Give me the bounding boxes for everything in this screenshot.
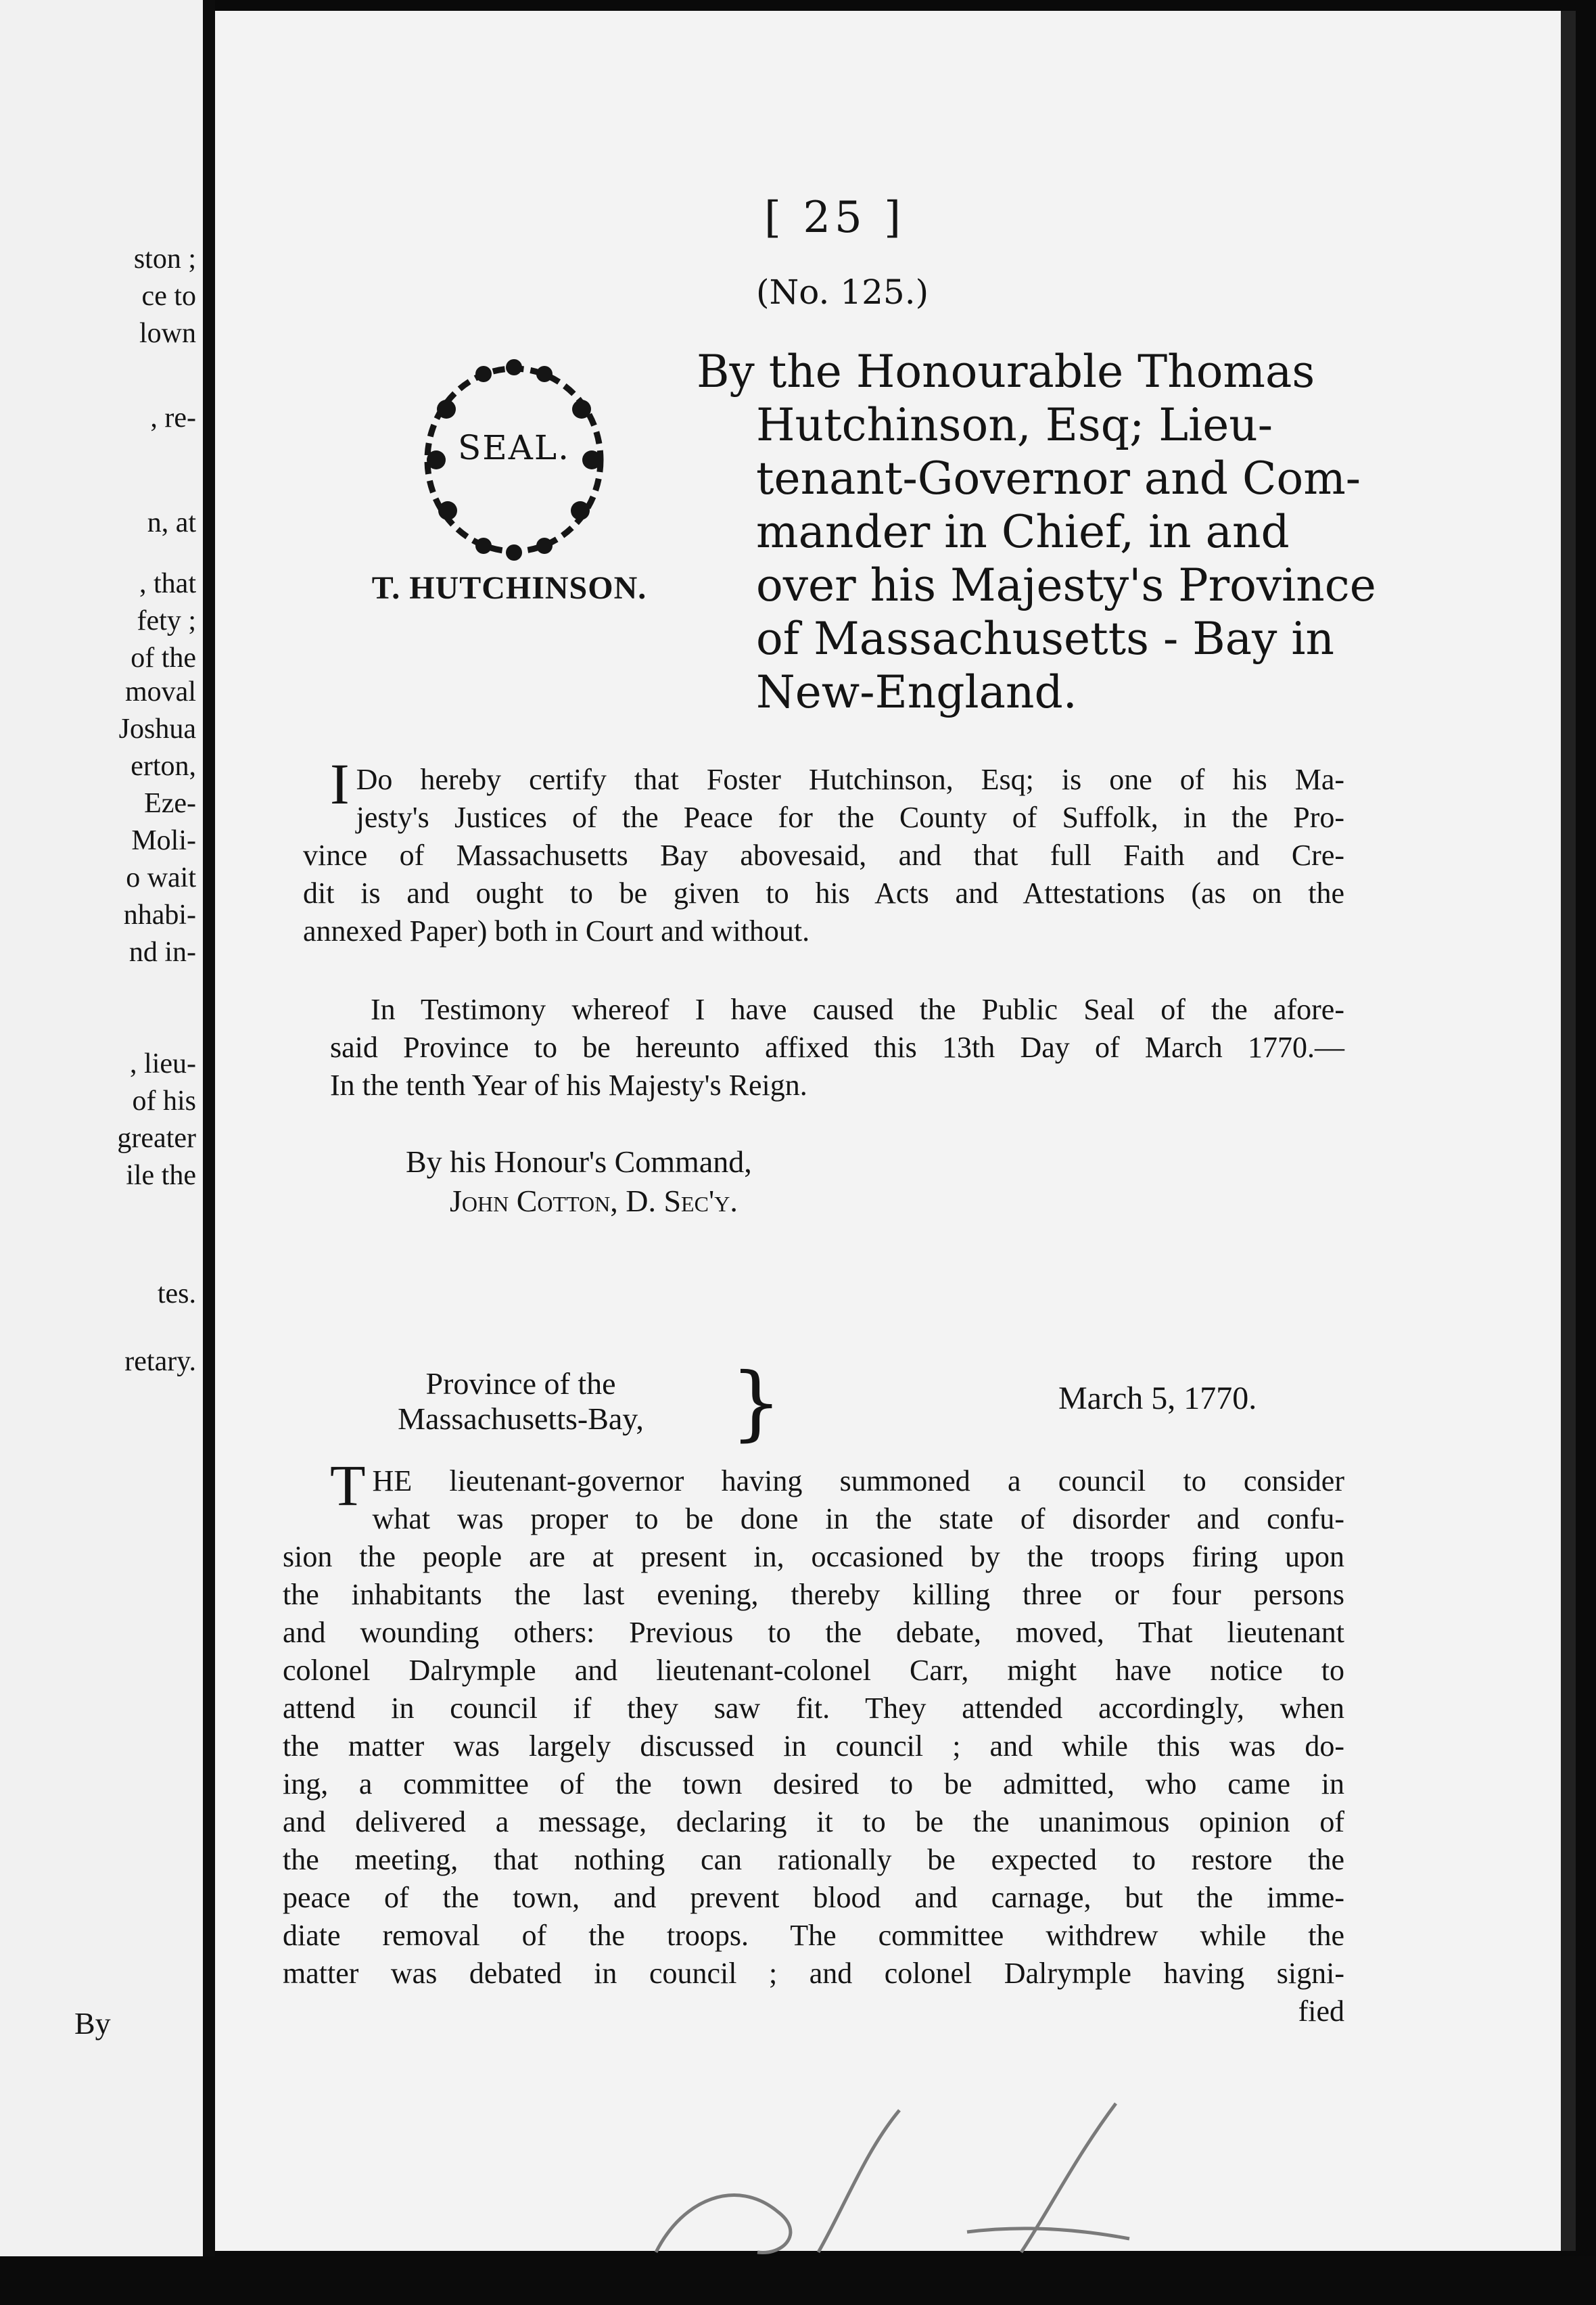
text-line: annexed Paper) both in Court and without. bbox=[303, 914, 810, 948]
proclamation-title bbox=[697, 345, 1376, 719]
facing-page-fragment: erton, bbox=[131, 751, 196, 782]
document-number: (No. 125.) bbox=[756, 273, 929, 312]
facing-page-fragment: , that bbox=[139, 568, 196, 599]
facing-page-fragment: , lieu- bbox=[130, 1048, 196, 1079]
text-line: In Testimony whereof I have caused the Public Seal of the afore- bbox=[371, 993, 1344, 1026]
text-line: attend in council if they saw fit. They attended accordingly, when bbox=[283, 1692, 1344, 1725]
text-line: vince of Massachusetts Bay abovesaid, and that full Faith and Cre- bbox=[303, 839, 1344, 872]
text-line: the meeting, that nothing can rationally be expected to restore the bbox=[283, 1843, 1344, 1876]
province-line: Massachusetts-Bay, bbox=[398, 1401, 644, 1436]
facing-page-fragment: of his bbox=[132, 1086, 196, 1117]
title-line: over his Majesty's Province bbox=[756, 559, 1376, 611]
facing-page-fragment: fety ; bbox=[137, 605, 196, 636]
facing-page-fragment: lown bbox=[139, 318, 196, 349]
text-line: dit is and ought to be given to his Acts and Attestations (as on the bbox=[303, 877, 1344, 910]
facing-page-fragment: nd in- bbox=[128, 937, 196, 968]
province-heading bbox=[379, 1366, 663, 1437]
facing-page-fragment: greater bbox=[117, 1123, 196, 1154]
title-line: By the Honourable Thomas bbox=[697, 346, 1315, 398]
facing-page-fragment: ston ; bbox=[133, 243, 196, 275]
command-line: By his Honour's Command, bbox=[406, 1144, 752, 1179]
minutes-date: March 5, 1770. bbox=[1058, 1380, 1257, 1416]
brace-icon: } bbox=[730, 1356, 782, 1450]
handwritten-mark bbox=[642, 2097, 1285, 2259]
page-number: [ 25 ] bbox=[764, 193, 906, 243]
seal-signature: T. HUTCHINSON. bbox=[371, 570, 647, 606]
text-line: sion the people are at present in, occasioned by the troops firing upon bbox=[283, 1540, 1344, 1573]
text-line: diate removal of the troops. The committee withdrew while the bbox=[283, 1919, 1344, 1952]
facing-page-fragment: moval bbox=[125, 676, 196, 707]
testimony-paragraph bbox=[330, 991, 1344, 1104]
facing-page bbox=[0, 0, 212, 2259]
book-gutter bbox=[203, 0, 215, 2305]
text-line: peace of the town, and prevent blood and carnage, but the imme- bbox=[283, 1881, 1344, 1914]
seal-label: SEAL. bbox=[458, 428, 570, 467]
text-line: Do hereby certify that Foster Hutchinson, Esq; is one of his Ma- bbox=[356, 763, 1344, 796]
facing-page-fragment: retary. bbox=[124, 1346, 196, 1377]
text-line: what was proper to be done in the state of disorder and confu- bbox=[372, 1502, 1344, 1535]
drop-cap: T bbox=[330, 1453, 366, 1518]
text-line: In the tenth Year of his Majesty's Reign. bbox=[330, 1069, 807, 1102]
secretary-signature: John Cotton, D. Sec'y. bbox=[450, 1184, 738, 1218]
text-line: ing, a committee of the town desired to be admitted, who came in bbox=[283, 1767, 1344, 1800]
facing-page-fragment: of the bbox=[131, 643, 196, 674]
facing-page-fragment: nhabi- bbox=[123, 900, 196, 931]
facing-page-fragment: ile the bbox=[126, 1160, 196, 1191]
text-line: jesty's Justices of the Peace for the County of Suffolk, in the Pro- bbox=[356, 801, 1344, 834]
title-line: mander in Chief, in and bbox=[756, 506, 1290, 558]
scan-border bbox=[0, 2256, 1596, 2305]
text-line: HE lieutenant-governor having summoned a council to consider bbox=[372, 1464, 1344, 1497]
facing-page-fragment: o wait bbox=[126, 862, 196, 893]
title-line: Hutchinson, Esq; Lieu- bbox=[756, 399, 1273, 451]
text-line: the matter was largely discussed in council ; and while this was do- bbox=[283, 1729, 1344, 1763]
facing-page-catchword: By bbox=[74, 2006, 111, 2041]
province-line: Province of the bbox=[425, 1366, 616, 1401]
text-line: colonel Dalrymple and lieutenant-colonel Carr, might have notice to bbox=[283, 1654, 1344, 1687]
facing-page-fragment: ce to bbox=[141, 281, 196, 312]
text-line: said Province to be hereunto affixed this 13th Day of March 1770.— bbox=[330, 1031, 1344, 1064]
title-line: New-England. bbox=[756, 666, 1077, 718]
title-line: of Massachusetts - Bay in bbox=[756, 613, 1334, 665]
facing-page-fragment: n, at bbox=[147, 507, 196, 538]
seal-wreath bbox=[406, 348, 622, 572]
text-line: the inhabitants the last evening, thereby killing three or four persons bbox=[283, 1578, 1344, 1611]
catchword: fied bbox=[1298, 1995, 1344, 2028]
facing-page-fragment: , re- bbox=[150, 402, 196, 434]
text-line: and delivered a message, declaring it to be the unanimous opinion of bbox=[283, 1805, 1344, 1838]
facing-page-fragment: tes. bbox=[157, 1278, 196, 1309]
facing-page-fragment: Eze- bbox=[144, 788, 196, 819]
certification-paragraph bbox=[303, 751, 1344, 950]
facing-page-fragment: Moli- bbox=[131, 825, 196, 856]
title-line: tenant-Governor and Com- bbox=[756, 452, 1361, 505]
facing-page-fragment: Joshua bbox=[118, 714, 196, 745]
council-minutes bbox=[283, 1453, 1344, 2030]
drop-cap: I bbox=[330, 751, 350, 816]
text-line: and wounding others: Previous to the debate, moved, That lieutenant bbox=[283, 1616, 1344, 1649]
text-line: matter was debated in council ; and colonel Dalrymple having signi- bbox=[283, 1957, 1344, 1990]
